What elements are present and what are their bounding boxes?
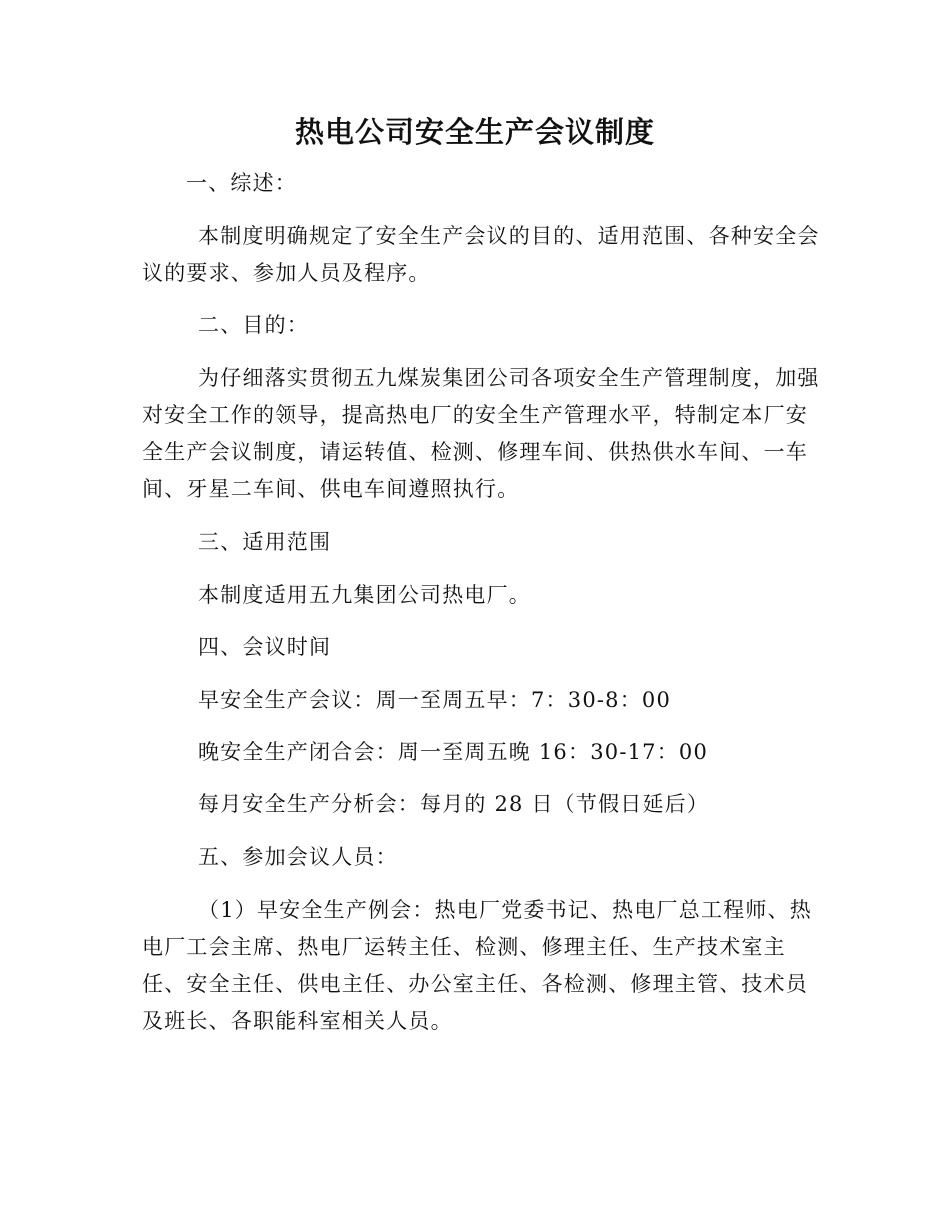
section-heading-purpose: 二、目的： — [198, 313, 309, 337]
paragraph-line: 任、安全主任、供电主任、办公室主任、各检测、修理主管、技术员 — [142, 972, 808, 996]
section-heading-meeting-time: 四、会议时间 — [198, 635, 332, 659]
section-heading-overview: 一、综述： — [186, 171, 297, 195]
meeting-time-line: 每月安全生产分析会：每月的 28 日（节假日延后） — [198, 792, 710, 816]
meeting-time-line: 早安全生产会议：周一至周五早：7：30-8：00 — [198, 688, 672, 712]
paragraph-line: 议的要求、参加人员及程序。 — [142, 261, 431, 285]
paragraph-line: 本制度适用五九集团公司热电厂。 — [198, 583, 531, 607]
paragraph-line: 对安全工作的领导，提高热电厂的安全生产管理水平，特制定本厂安 — [142, 403, 808, 427]
section-heading-scope: 三、适用范围 — [198, 530, 332, 554]
paragraph-line: 间、牙星二车间、供电车间遵照执行。 — [142, 477, 520, 501]
paragraph-line: 为仔细落实贯彻五九煤炭集团公司各项安全生产管理制度，加强 — [198, 366, 820, 390]
paragraph-line: 本制度明确规定了安全生产会议的目的、适用范围、各种安全会 — [198, 224, 820, 248]
meeting-time-line: 晚安全生产闭合会：周一至周五晚 16：30-17：00 — [198, 740, 709, 764]
section-heading-attendees: 五、参加会议人员： — [198, 845, 398, 869]
document-title: 热电公司安全生产会议制度 — [294, 115, 655, 149]
paragraph-line: 电厂工会主席、热电厂运转主任、检测、修理主任、生产技术室主 — [142, 935, 786, 959]
paragraph-line: 全生产会议制度，请运转值、检测、修理车间、供热供水车间、一车 — [142, 440, 808, 464]
paragraph-line: 及班长、各职能科室相关人员。 — [142, 1009, 453, 1033]
paragraph-line: （1）早安全生产例会：热电厂党委书记、热电厂总工程师、热 — [198, 898, 812, 922]
